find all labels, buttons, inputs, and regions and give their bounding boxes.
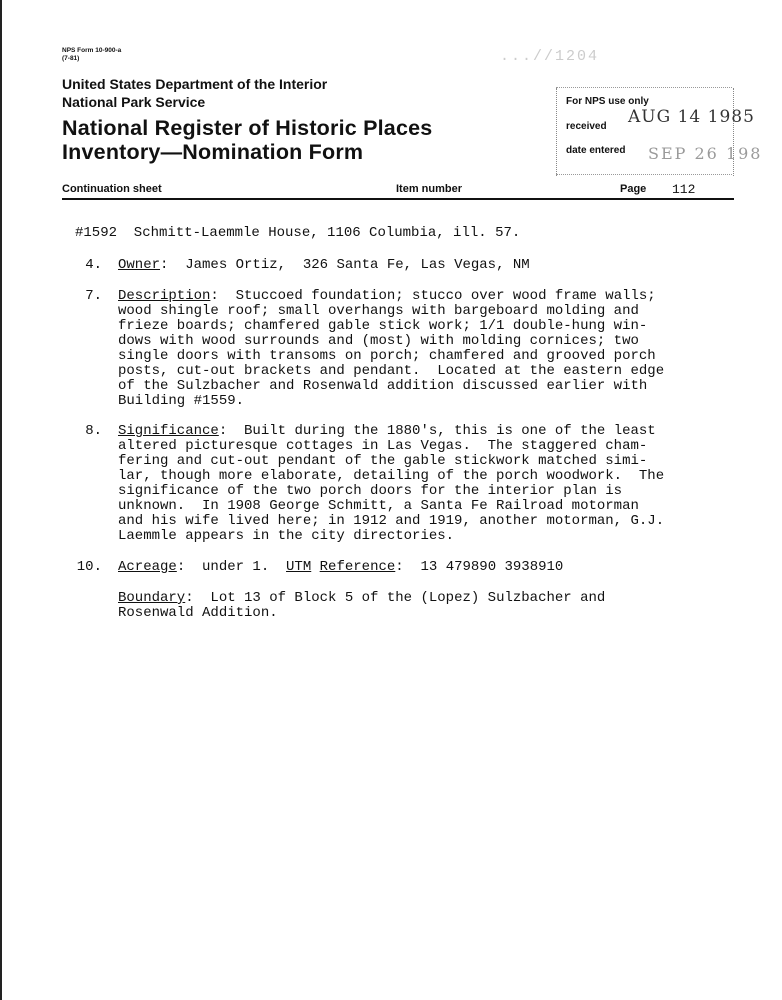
significance-line: Laemmle appears in the city directories. [118, 528, 455, 544]
owner-line [118, 258, 530, 273]
acreage-line [118, 560, 563, 575]
significance-number: 8. [85, 423, 102, 439]
owner-number: 4. [85, 257, 102, 273]
form-number [62, 47, 121, 63]
received-label: received [566, 121, 607, 132]
significance-line: fering and cut-out pendant of the gable stickwork matched simi- [118, 453, 648, 469]
utm-label: UTM [286, 559, 312, 575]
item-number-label: Item number [396, 183, 463, 195]
header-rule [62, 198, 734, 200]
description-line: of the Sulzbacher and Rosenwald addition discussed earlier with [118, 378, 648, 394]
significance-paragraph [118, 424, 664, 544]
description-label: Description [118, 288, 211, 304]
owner-text: : James Ortiz, 326 Santa Fe, Las Vegas, NM [160, 257, 530, 273]
utm-value: : 13 479890 3938910 [395, 559, 564, 575]
entry-heading: #1592 Schmitt-Laemmle House, 1106 Columbia, ill. 57. [75, 225, 521, 241]
boundary-second-line: Rosenwald Addition. [118, 605, 278, 621]
boundary-label: Boundary [118, 590, 186, 606]
description-line: wood shingle roof; small overhangs with bargeboard molding and [118, 303, 639, 319]
description-line: frieze boards; chamfered gable stick work; 1/1 double-hung win- [118, 318, 648, 334]
significance-line: unknown. In 1908 George Schmitt, a Santa Fe Railroad motorman [118, 498, 639, 514]
significance-label: Significance [118, 423, 219, 439]
description-line: single doors with transoms on porch; chamfered and grooved porch [118, 348, 656, 364]
description-number: 7. [85, 288, 102, 304]
form-number-text: NPS Form 10-900-a [62, 47, 122, 54]
date-entered-stamp: SEP 26 198 [648, 144, 763, 163]
continuation-sheet-label: Continuation sheet [62, 183, 162, 195]
description-first-line: : Stuccoed foundation; stucco over wood frame walls; [210, 288, 656, 304]
significance-line: lar, though more elaborate, detailing of the porch woodwork. The [118, 468, 665, 484]
nps-use-heading: For NPS use only [566, 96, 649, 107]
boundary-first-line: : Lot 13 of Block 5 of the (Lopez) Sulzbacher and [185, 590, 606, 606]
significance-line: significance of the two porch doors for the interior plan is [118, 483, 623, 499]
form-revision: (7-81) [62, 55, 80, 62]
significance-line: altered picturesque cottages in Las Vegas. The staggered cham- [118, 438, 648, 454]
boundary-paragraph [118, 591, 605, 621]
form-title-line1: National Register of Historic Places [62, 116, 433, 140]
acreage-text: : under 1. [176, 559, 287, 575]
date-entered-label: date entered [566, 145, 626, 156]
stamp-number: ...//1204 [500, 48, 600, 65]
description-line: dows with wood surrounds and (most) with molding cornices; two [118, 333, 639, 349]
description-line: Building #1559. [118, 393, 245, 409]
owner-label: Owner [118, 257, 161, 273]
received-date-stamp: AUG 14 1985 [628, 107, 755, 127]
description-paragraph [118, 289, 664, 409]
scan-edge [0, 0, 2, 1000]
description-line: posts, cut-out brackets and pendant. Located at the eastern edge [118, 363, 665, 379]
department-name: United States Department of the Interior [62, 76, 328, 92]
page-label: Page [620, 183, 647, 195]
acreage-label: Acreage [118, 559, 177, 575]
page-number: 112 [672, 182, 696, 197]
significance-first-line: : Built during the 1880's, this is one of the least [218, 423, 656, 439]
form-title-line2: Inventory—Nomination Form [62, 140, 364, 164]
significance-line: and his wife lived here; in 1912 and 1919, another motorman, G.J. [118, 513, 665, 529]
service-name: National Park Service [62, 94, 206, 110]
reference-label: Reference [319, 559, 396, 575]
nps-box-bottom [556, 174, 732, 175]
acreage-number: 10. [76, 559, 102, 575]
